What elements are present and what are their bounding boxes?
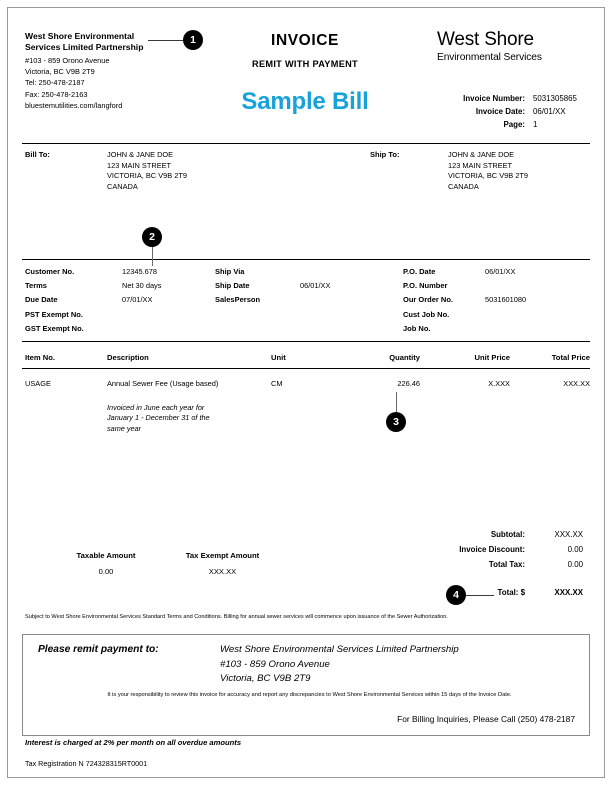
remit-line: #103 - 859 Orono Avenue (220, 658, 330, 670)
detail-label: Ship Via (215, 267, 245, 276)
terms-note: Subject to West Shore Environmental Services Standard Terms and Conditions. Billing for annual sewer services will commence upon issuance of the Sewer Authorization. (25, 614, 448, 620)
address-line: CANADA (448, 181, 479, 191)
taxable-amount-label: Taxable Amount (76, 551, 136, 560)
meta-label: Invoice Number: (463, 94, 525, 103)
bill-to-address (107, 150, 187, 192)
total-value: XXX.XX (554, 530, 583, 539)
meta-row-invoice-date (420, 107, 590, 116)
address-line: VICTORIA, BC V9B 2T9 (448, 171, 528, 181)
remit-disclaimer: It is your responsibility to review this invoice for accuracy and report any discrepancies to West Shore Environmental Services within 15 days of the Invoice Date. (107, 692, 512, 698)
totals-block (420, 530, 590, 569)
billing-inquiries: For Billing Inquiries, Please Call (250) 478-2187 (397, 714, 575, 724)
detail-label: P.O. Date (403, 267, 436, 276)
remit-label: Please remit payment to: (38, 644, 159, 655)
meta-value: 1 (533, 120, 538, 129)
brand-block (437, 29, 597, 63)
tax-exempt-amount-block (170, 551, 275, 576)
remit-line: West Shore Environmental Services Limited Partnership (220, 644, 459, 655)
ship-to-label: Ship To: (370, 150, 400, 159)
detail-label: Cust Job No. (403, 309, 450, 319)
brand-name-line2: Environmental Services (437, 52, 542, 63)
address-line: 123 MAIN STREET (448, 160, 513, 170)
company-block (25, 31, 205, 111)
bill-to-label: Bill To: (25, 150, 50, 159)
detail-label: GST Exempt No. (25, 323, 84, 333)
total-row-subtotal (420, 530, 590, 539)
address-line: 123 MAIN STREET (107, 160, 172, 170)
meta-value: 06/01/XX (533, 107, 566, 116)
details-col-3 (403, 265, 526, 336)
rule-above-details (22, 259, 590, 260)
total-label: Total Tax: (488, 560, 525, 569)
col-header-item-no: Item No. (25, 353, 55, 362)
company-name-line2: Services Limited Partnership (25, 42, 144, 53)
company-tel: Tel: 250-478-2187 (25, 78, 85, 88)
bill-to-block (25, 150, 187, 192)
callout-2-leader (152, 246, 153, 266)
rule-below-details (22, 341, 590, 342)
grand-total-label: Total: $ (497, 588, 525, 597)
col-header-description: Description (107, 353, 149, 362)
detail-value: 07/01/XX (122, 295, 153, 305)
total-value: 0.00 (567, 545, 583, 554)
detail-label: Customer No. (25, 267, 75, 276)
company-website[interactable]: bluestemutilities.com/langford (25, 101, 123, 110)
detail-label: Ship Date (215, 281, 250, 291)
detail-label: SalesPerson (215, 295, 261, 305)
cell-total-price: XXX.XX (563, 379, 590, 388)
callout-3-leader (396, 392, 397, 412)
cell-quantity: 226.46 (397, 379, 420, 388)
interest-note: Interest is charged at 2% per month on all overdue amounts (25, 738, 242, 747)
total-row-total-tax (420, 560, 590, 569)
detail-label: Our Order No. (403, 295, 454, 305)
total-label: Subtotal: (490, 530, 525, 539)
meta-value: 5031305865 (533, 94, 577, 103)
rule-above-addresses (22, 143, 590, 144)
cell-item-no: USAGE (25, 379, 51, 388)
total-row-invoice-discount (420, 545, 590, 554)
total-label: Invoice Discount: (459, 545, 525, 554)
address-line: JOHN & JANE DOE (107, 150, 174, 159)
address-line: CANADA (107, 181, 138, 191)
tax-exempt-value: XXX.XX (208, 567, 237, 576)
remit-address (220, 643, 580, 687)
meta-label: Invoice Date: (475, 107, 525, 116)
meta-row-invoice-number (420, 94, 590, 103)
col-header-unit-price: Unit Price (474, 353, 510, 362)
detail-label: Terms (25, 281, 47, 291)
detail-value: 06/01/XX (300, 281, 331, 291)
company-fax: Fax: 250-478-2163 (25, 89, 88, 99)
callout-1-leader (148, 40, 184, 41)
callout-marker-2: 2 (142, 227, 162, 247)
detail-label: PST Exempt No. (25, 309, 83, 319)
detail-value: 5031601080 (485, 295, 527, 305)
col-header-quantity: Quantity (389, 353, 420, 362)
taxable-amount-block (60, 551, 152, 576)
detail-value: 06/01/XX (485, 267, 516, 276)
remit-line: Victoria, BC V9B 2T9 (220, 673, 311, 685)
cell-description: Annual Sewer Fee (Usage based) (107, 379, 219, 388)
detail-label: Job No. (403, 323, 431, 333)
taxable-amount-value: 0.00 (98, 567, 114, 576)
ship-to-address (448, 150, 528, 192)
col-header-total-price: Total Price (551, 353, 590, 362)
invoice-meta (420, 94, 590, 129)
tax-registration: Tax Registration N 724328315RT0001 (25, 759, 148, 768)
callout-marker-3: 3 (386, 412, 406, 432)
brand-name-line1: West Shore (437, 29, 534, 50)
page-title: INVOICE (271, 32, 339, 49)
note-line: same year (107, 423, 142, 433)
cell-unit: CM (271, 379, 283, 388)
col-header-unit: Unit (271, 353, 286, 362)
details-col-2 (215, 265, 330, 308)
details-col-1 (25, 265, 161, 336)
invoice-title-block (205, 32, 405, 69)
rule-below-table-header (22, 368, 590, 369)
callout-marker-1: 1 (183, 30, 203, 50)
detail-value: 12345.678 (122, 267, 157, 276)
tax-exempt-label: Tax Exempt Amount (185, 551, 260, 560)
note-line: January 1 - December 31 of the (107, 413, 210, 423)
company-address-line2: Victoria, BC V9B 2T9 (25, 67, 95, 77)
meta-label: Page: (503, 120, 525, 129)
detail-value: Net 30 days (122, 281, 162, 291)
grand-total-value: XXX.XX (554, 588, 583, 597)
note-line: Invoiced in June each year for (107, 403, 205, 412)
cell-description-note (107, 403, 287, 434)
address-line: VICTORIA, BC V9B 2T9 (107, 171, 187, 181)
cell-unit-price: X.XXX (488, 379, 510, 388)
invoice-subtitle: REMIT WITH PAYMENT (252, 59, 358, 69)
detail-label: Due Date (25, 295, 58, 305)
detail-label: P.O. Number (403, 281, 448, 291)
callout-marker-4: 4 (446, 585, 466, 605)
callout-4-leader (466, 595, 494, 596)
ship-to-block (370, 150, 528, 192)
address-line: JOHN & JANE DOE (448, 150, 515, 159)
total-value: 0.00 (567, 560, 583, 569)
company-name-line1: West Shore Environmental (25, 31, 135, 41)
company-address-line1: #103 - 859 Orono Avenue (25, 55, 110, 65)
meta-row-page (420, 120, 590, 129)
sample-bill-watermark: Sample Bill (241, 88, 369, 115)
